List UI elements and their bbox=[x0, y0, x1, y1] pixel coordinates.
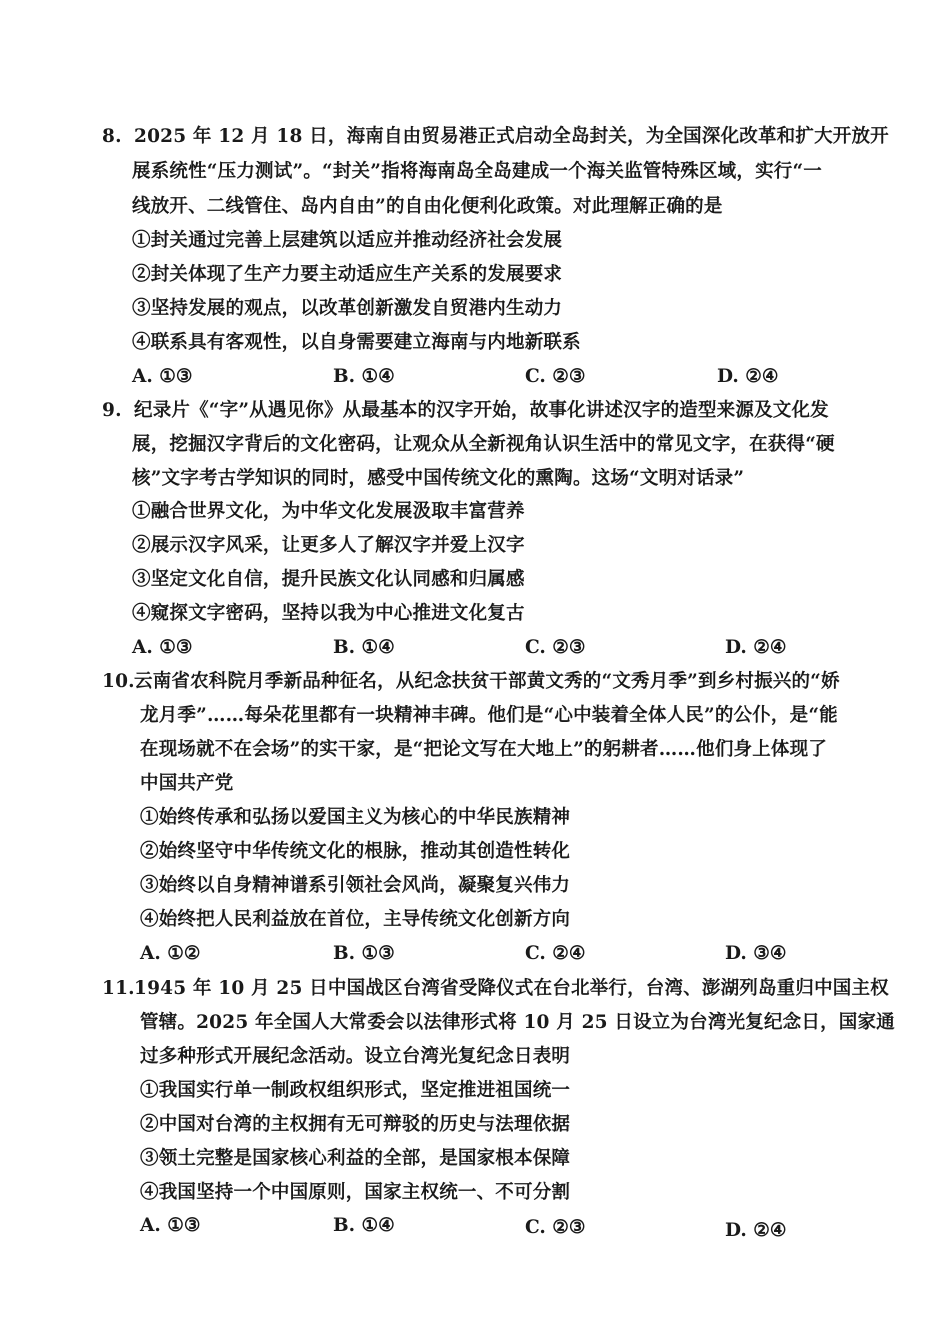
question-stem-line: 龙月季”……每朵花里都有一块精神丰碑。他们是“心中装着全体人民”的公仆，是“能 bbox=[140, 705, 838, 726]
question-stem-line: 中国共产党 bbox=[140, 773, 234, 794]
question-stem-line: 管辖。2025 年全国人大常委会以法律形式将 10 月 25 日设立为台湾光复纪念日，国家通 bbox=[140, 1012, 895, 1033]
option-statement: ④联系具有客观性，以自身需要建立海南与内地新联系 bbox=[132, 332, 581, 353]
choice-a: A. ①③ bbox=[132, 366, 193, 387]
choice-d: D. ②④ bbox=[725, 637, 787, 658]
question-number: 11. bbox=[102, 978, 135, 999]
option-statement: ④始终把人民利益放在首位，主导传统文化创新方向 bbox=[140, 909, 571, 930]
choice-c: C. ②④ bbox=[525, 943, 586, 964]
option-statement: ①始终传承和弘扬以爱国主义为核心的中华民族精神 bbox=[140, 807, 571, 828]
option-statement: ②中国对台湾的主权拥有无可辩驳的历史与法理依据 bbox=[140, 1114, 571, 1135]
option-statement: ③领土完整是国家核心利益的全部，是国家根本保障 bbox=[140, 1148, 571, 1169]
choice-b: B. ①④ bbox=[333, 637, 395, 658]
choice-a: A. ①② bbox=[140, 943, 201, 964]
option-statement: ②始终坚守中华传统文化的根脉，推动其创造性转化 bbox=[140, 841, 571, 862]
question-stem-line: 展，挖掘汉字背后的文化密码，让观众从全新视角认识生活中的常见文字，在获得“硬 bbox=[132, 434, 835, 455]
option-statement: ②展示汉字风采，让更多人了解汉字并爱上汉字 bbox=[132, 535, 525, 556]
question-stem-line: 1945 年 10 月 25 日中国战区台湾省受降仪式在台北举行，台湾、澎湖列岛重归中国主权 bbox=[134, 978, 889, 999]
option-statement: ③始终以自身精神谱系引领社会风尚，凝聚复兴伟力 bbox=[140, 875, 571, 896]
choice-a: A. ①③ bbox=[132, 637, 193, 658]
question-stem-line: 线放开、二线管住、岛内自由”的自由化便利化政策。对此理解正确的是 bbox=[132, 196, 723, 217]
question-number: 10. bbox=[102, 671, 135, 692]
question-stem-line: 云南省农科院月季新品种征名，从纪念扶贫干部黄文秀的“文秀月季”到乡村振兴的“娇 bbox=[134, 671, 840, 692]
option-statement: ③坚持发展的观点，以改革创新激发自贸港内生动力 bbox=[132, 298, 563, 319]
question-number: 8. bbox=[102, 126, 122, 147]
question-stem-line: 过多种形式开展纪念活动。设立台湾光复纪念日表明 bbox=[140, 1046, 571, 1067]
question-number: 9. bbox=[102, 400, 122, 421]
option-statement: ①融合世界文化，为中华文化发展汲取丰富营养 bbox=[132, 501, 525, 522]
question-stem-line: 核”文字考古学知识的同时，感受中国传统文化的熏陶。这场“文明对话录” bbox=[132, 468, 745, 489]
option-statement: ②封关体现了生产力要主动适应生产关系的发展要求 bbox=[132, 264, 563, 285]
choice-c: C. ②③ bbox=[525, 1217, 586, 1238]
question-stem-line: 展系统性“压力测试”。“封关”指将海南岛全岛建成一个海关监管特殊区域，实行“一 bbox=[132, 161, 823, 182]
choice-d: D. ②④ bbox=[725, 1220, 787, 1241]
choice-b: B. ①④ bbox=[333, 1215, 395, 1236]
option-statement: ④我国坚持一个中国原则，国家主权统一、不可分割 bbox=[140, 1182, 571, 1203]
question-stem-line: 2025 年 12 月 18 日，海南自由贸易港正式启动全岛封关，为全国深化改革和扩大开放开 bbox=[134, 126, 889, 147]
choice-d: D. ②④ bbox=[717, 366, 779, 387]
option-statement: ①封关通过完善上层建筑以适应并推动经济社会发展 bbox=[132, 230, 563, 251]
question-stem-line: 在现场就不在会场”的实干家，是“把论文写在大地上”的躬耕者……他们身上体现了 bbox=[140, 739, 828, 760]
choice-c: C. ②③ bbox=[525, 637, 586, 658]
choice-d: D. ③④ bbox=[725, 943, 787, 964]
option-statement: ④窥探文字密码，坚持以我为中心推进文化复古 bbox=[132, 603, 525, 624]
question-stem-line: 纪录片《“字”从遇见你》从最基本的汉字开始，故事化讲述汉字的造型来源及文化发 bbox=[134, 400, 829, 421]
choice-b: B. ①④ bbox=[333, 366, 395, 387]
option-statement: ③坚定文化自信，提升民族文化认同感和归属感 bbox=[132, 569, 525, 590]
choice-b: B. ①③ bbox=[333, 943, 395, 964]
choice-c: C. ②③ bbox=[525, 366, 586, 387]
option-statement: ①我国实行单一制政权组织形式，坚定推进祖国统一 bbox=[140, 1080, 571, 1101]
choice-a: A. ①③ bbox=[140, 1215, 201, 1236]
